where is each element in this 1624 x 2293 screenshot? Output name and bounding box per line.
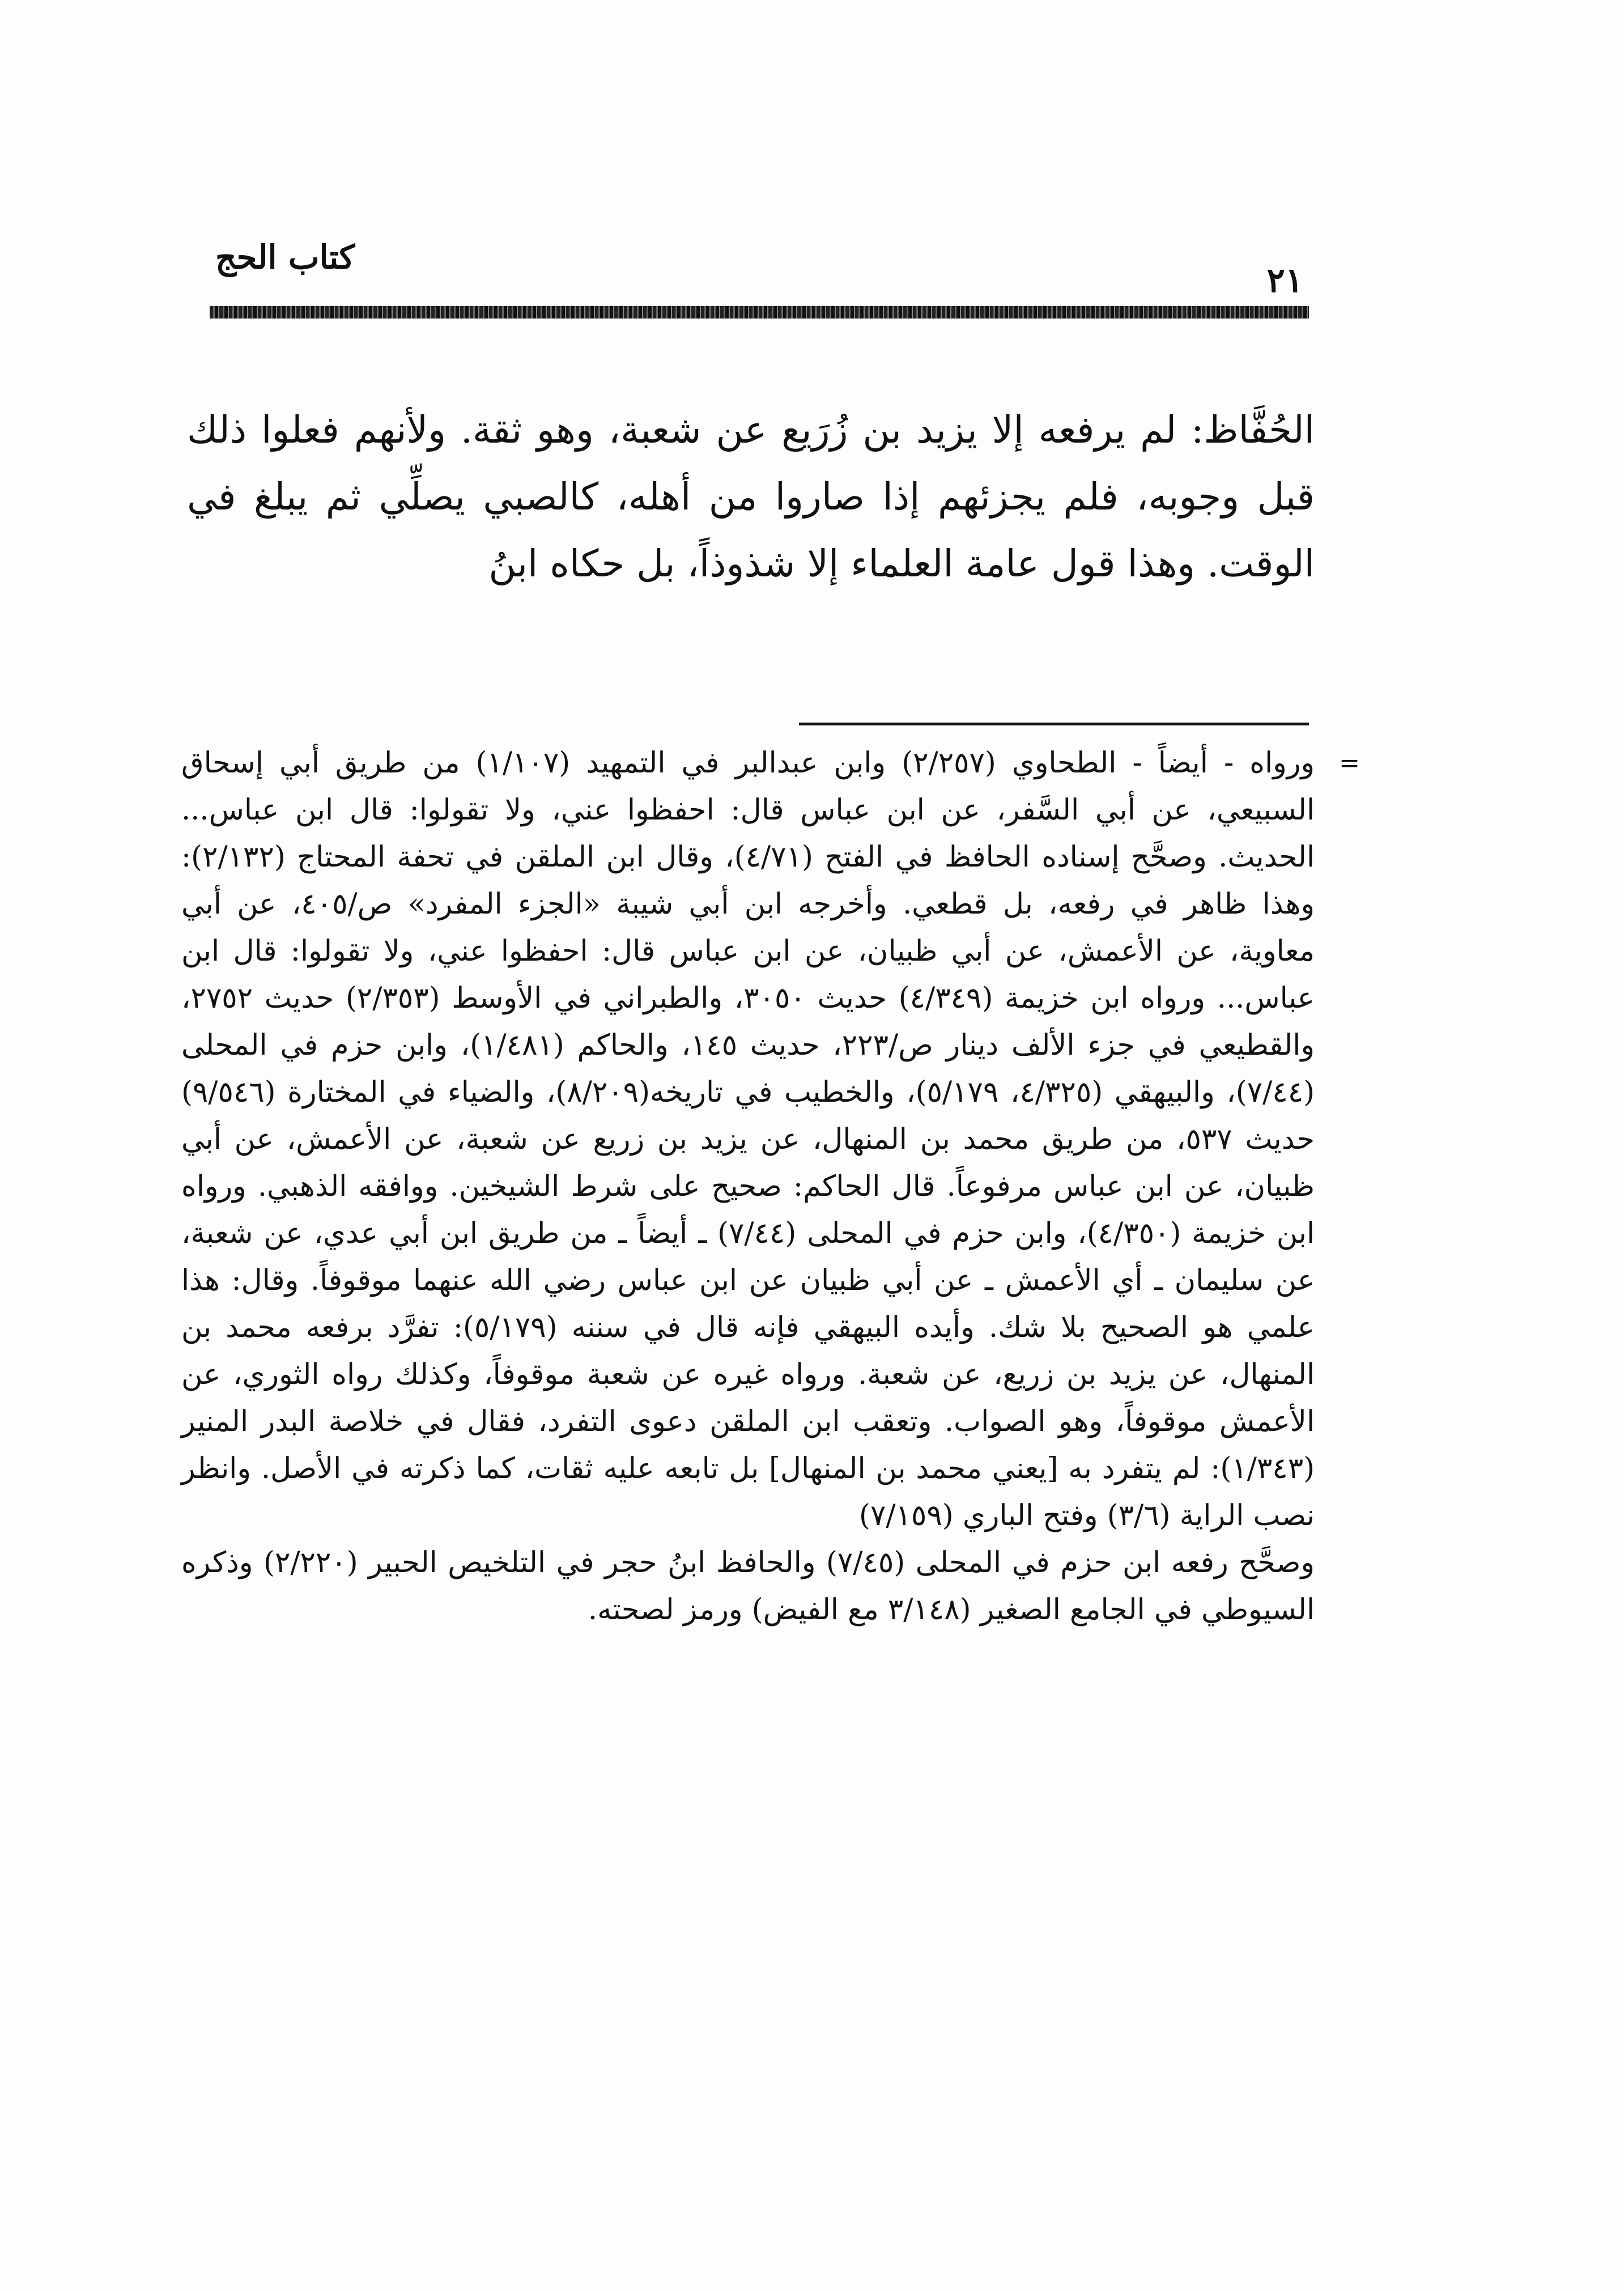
main-text [187, 397, 1315, 597]
continuation-mark: = [1339, 749, 1360, 778]
page-number: ٢١ [1266, 261, 1303, 300]
footnotes [181, 740, 1360, 1633]
footnote-continuation [181, 740, 1360, 1539]
main-paragraph: الحُفَّاظ: لم يرفعه إلا يزيد بن زُرَيع عن شعبة، وهو ثقة. ولأنهم فعلوا ذلك قبل وجوبه، فلم يجزئهم إذا صاروا من أهله، كالصبي يصلِّي ثم يبلغ في الوقت. وهذا قول عامة العلماء إلا شذوذاً، بل حكاه ابنُ [187, 408, 1315, 585]
header-rule [210, 306, 1309, 319]
footnote-paragraph-1: ورواه - أيضاً - الطحاوي (٢/٢٥٧) وابن عبدالبر في التمهيد (١/١٠٧) من طريق أبي إسحاق السبيعي، عن أبي السَّفر، عن ابن عباس قال: احفظوا عني، ولا تقولوا: قال ابن عباس... الحديث. وصحَّح إسناده الحافظ في الفتح (٤/٧١)، وقال ابن الملقن في تحفة المحتاج (٢/١٣٢): وهذا ظاهر في رفعه، بل قطعي. وأخرجه ابن أبي شيبة «الجزء المفرد» ص/٤٠٥، عن أبي معاوية، عن الأعمش، عن أبي ظبيان، عن ابن عباس قال: احفظوا عني، ولا تقولوا: قال ابن عباس... ورواه ابن خزيمة (٤/٣٤٩) حديث ٣٠٥٠، والطبراني في الأوسط (٢/٣٥٣) حديث ٢٧٥٢، والقطيعي في جزء الألف دينار ص/٢٢٣، حديث ١٤٥، والحاكم (١/٤٨١)، وابن حزم في المحلى (٧/٤٤)، والبيهقي (٤/٣٢٥، ٥/١٧٩)، والخطيب في تاريخه(٨/٢٠٩)، والضياء في المختارة (٩/٥٤٦) حديث ٥٣٧، من طريق محمد بن المنهال، عن يزيد بن زريع عن شعبة، عن الأعمش، عن أبي ظبيان، عن ابن عباس مرفوعاً. قال الحاكم: صحيح على شرط الشيخين. ووافقه الذهبي. ورواه ابن خزيمة (٤/٣٥٠)، وابن حزم في المحلى (٧/٤٤) ـ أيضاً ـ من طريق ابن أبي عدي، عن شعبة، عن سليمان ـ أي الأعمش ـ عن أبي ظبيان عن ابن عباس رضي الله عنهما موقوفاً. وقال: هذا علمي هو الصحيح بلا شك. وأيده البيهقي فإنه قال في سننه (٥/١٧٩): تفرَّد برفعه محمد بن المنهال، عن يزيد بن زريع، عن شعبة. ورواه غيره عن شعبة موقوفاً، وكذلك رواه الثوري، عن الأعمش موقوفاً، وهو الصواب. وتعقب ابن الملقن دعوى التفرد، فقال في خلاصة البدر المنير (١/٣٤٣): لم يتفرد به [يعني محمد بن المنهال] بل تابعه عليه ثقات، كما ذكرته في الأصل. وانظر نصب الراية (٣/٦) وفتح الباري (٧/١٥٩) [181, 746, 1315, 1532]
chapter-title: كتاب الحج [215, 238, 355, 277]
running-head [215, 238, 1303, 306]
footnote-separator [799, 723, 1309, 725]
footnote-paragraph-2: وصحَّح رفعه ابن حزم في المحلى (٧/٤٥) والحافظ ابنُ حجر في التلخيص الحبير (٢/٢٢٠) وذكره السيوطي في الجامع الصغير (٣/١٤٨ مع الفيض) ورمز لصحته. [181, 1546, 1315, 1627]
